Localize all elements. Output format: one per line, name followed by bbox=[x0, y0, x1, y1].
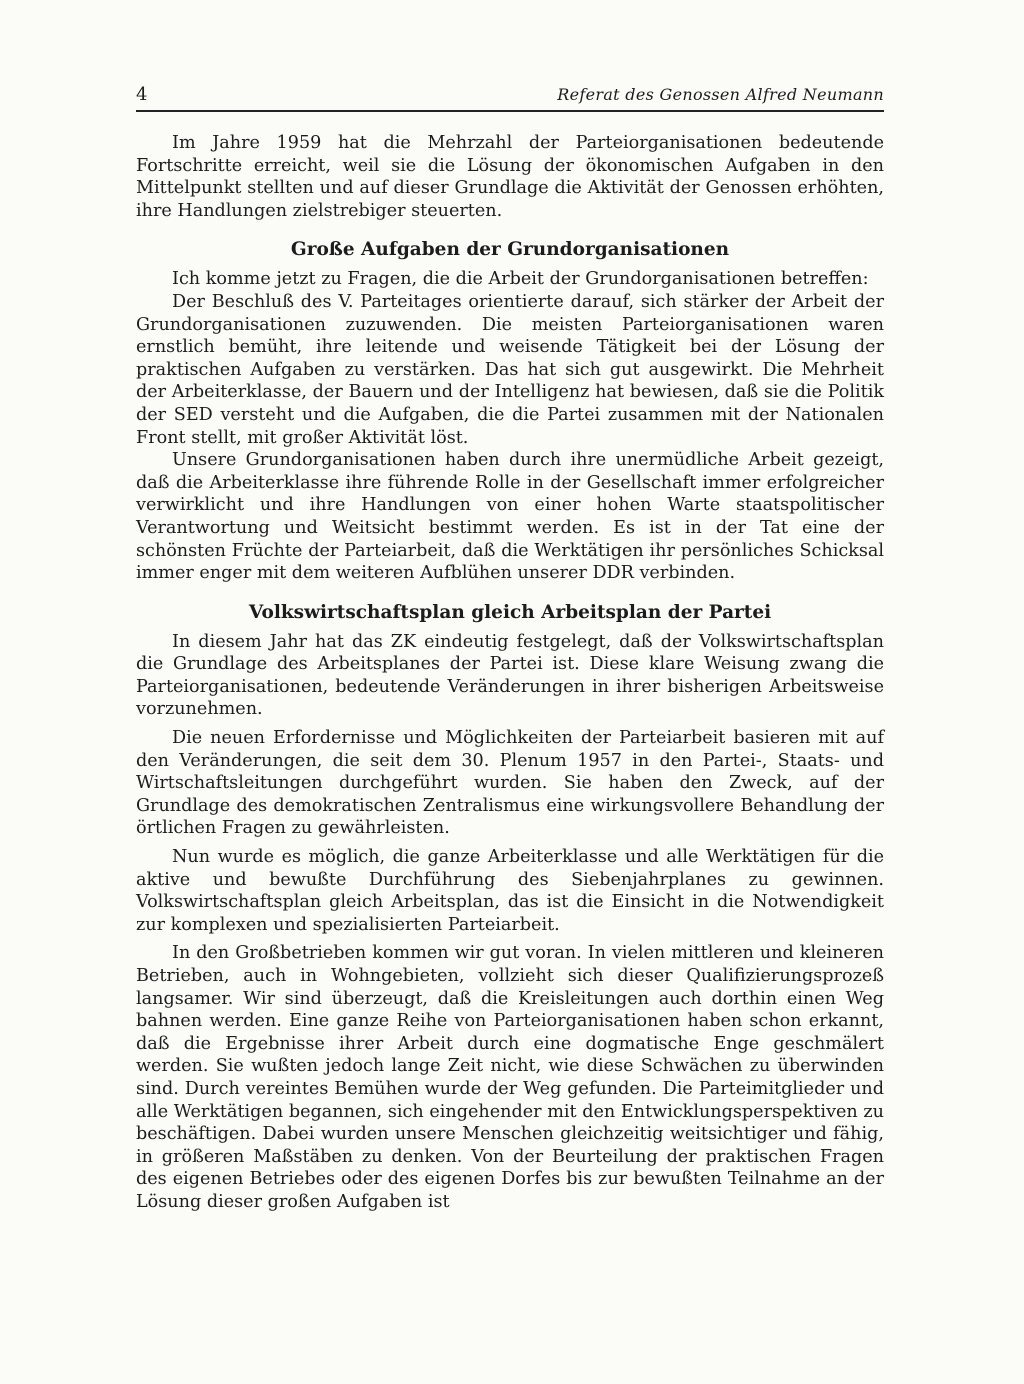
running-title: Referat des Genossen Alfred Neumann bbox=[557, 85, 884, 104]
page-header bbox=[136, 84, 884, 112]
paragraph: Der Beschluß des V. Parteitages orientierte darauf, sich stärker der Arbeit der Grundorganisationen zuzuwenden. Die meisten Parteiorganisationen waren ernstlich bemüht, ihre leitende und weisende Tätigkeit bei der Lösung der praktischen Aufgaben zu verstärken. Das hat sich gut ausgewirkt. Die Mehrheit der Arbeiterklasse, der Bauern und der Intelligenz hat bewiesen, daß sie die Politik der SED versteht und die Aufgaben, die die Partei zusammen mit der Nationalen Front stellt, mit großer Aktivität löst. bbox=[136, 291, 884, 448]
paragraph: In den Großbetrieben kommen wir gut voran. In vielen mittleren und kleineren Betrieben, auch in Wohngebieten, vollzieht sich dieser Qualifizierungsprozeß langsamer. Wir sind überzeugt, daß die Kreisleitungen auch dorthin einen Weg bahnen werden. Eine ganze Reihe von Parteiorganisationen haben schon erkannt, daß die Ergebnisse ihrer Arbeit durch eine dogmatische Enge geschmälert werden. Sie wußten jedoch lange Zeit nicht, wie diese Schwächen zu überwinden sind. Durch vereintes Bemühen wurde der Weg gefunden. Die Parteimitglieder und alle Werktätigen begannen, sich eingehender mit den Entwicklungsperspektiven zu beschäftigen. Dabei wurden unsere Menschen gleichzeitig weitsichtiger und fähig, in größeren Maßstäben zu denken. Von der Beurteilung der praktischen Fragen des eigenen Betriebes oder des eigenen Dorfes bis zur bewußten Teilnahme an der Lösung dieser großen Aufgaben ist bbox=[136, 943, 884, 1212]
intro-paragraph: Im Jahre 1959 hat die Mehrzahl der Parteiorganisationen bedeutende Fortschritte erreicht, weil sie die Lösung der ökonomischen Aufgaben in den Mittelpunkt stellten und auf dieser Grundlage die Aktivität der Genossen erhöhten, ihre Handlungen zielstrebiger steuerten. bbox=[136, 133, 884, 221]
paragraph: Die neuen Erfordernisse und Möglichkeiten der Parteiarbeit basieren mit auf den Veränderungen, die seit dem 30. Plenum 1957 in den Partei-, Staats- und Wirtschaftsleitungen durchgeführt wurden. Sie haben den Zweck, auf der Grundlage des demokratischen Zentralismus eine wirkungsvollere Behandlung der örtlichen Fragen zu gewährleisten. bbox=[136, 728, 884, 839]
paragraph: In diesem Jahr hat das ZK eindeutig festgelegt, daß der Volkswirtschaftsplan die Grundlage des Arbeitsplanes der Partei ist. Diese klare Weisung zwang die Parteiorganisationen, bedeutende Veränderungen in ihrer bisherigen Arbeitsweise vorzunehmen. bbox=[136, 631, 884, 720]
paragraph: Ich komme jetzt zu Fragen, die die Arbeit der Grundorganisationen betreffen: bbox=[172, 269, 869, 290]
section-heading-volkswirtschaftsplan: Volkswirtschaftsplan gleich Arbeitsplan der Partei bbox=[248, 601, 772, 623]
document-page bbox=[136, 84, 884, 1214]
section-heading-grundorganisationen: Große Aufgaben der Grundorganisationen bbox=[290, 239, 730, 261]
paragraph: Unsere Grundorganisationen haben durch ihre unermüdliche Arbeit gezeigt, daß die Arbeiterklasse ihre führende Rolle in der Gesellschaft immer erfolgreicher verwirklicht und ihre Handlungen von einer hohen Warte staatspolitischer Verantwortung und Weitsicht bestimmt werden. Es ist in der Tat eine der schönsten Früchte der Parteiarbeit, daß die Werktätigen ihr persönliches Schicksal immer enger mit dem weiteren Aufblühen unserer DDR verbinden. bbox=[136, 450, 884, 584]
page-number: 4 bbox=[136, 84, 148, 105]
page-body bbox=[136, 132, 884, 1214]
paragraph: Nun wurde es möglich, die ganze Arbeiterklasse und alle Werktätigen für die aktive und bewußte Durchführung des Siebenjahrplanes zu gewinnen. Volkswirtschaftsplan gleich Arbeitsplan, das ist die Einsicht in die Notwendigkeit zur komplexen und spezialisierten Parteiarbeit. bbox=[136, 847, 884, 935]
